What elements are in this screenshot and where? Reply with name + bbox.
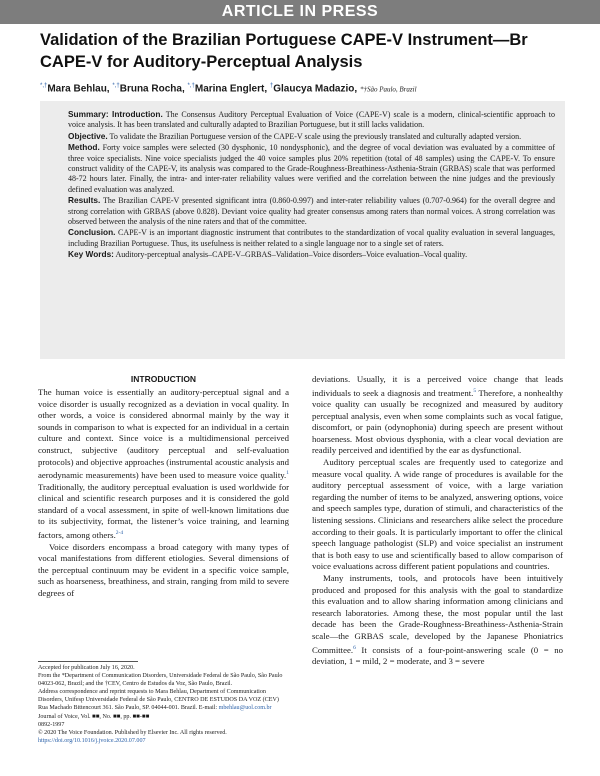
- abstract-text: CAPE-V is an important diagnostic instrument that contributes to the standardization of vocal quality evaluation in several languages, including Brazilian Portuguese. Thus, its usefulness is neither related to a single language nor to a single set of raters.: [68, 228, 555, 248]
- citation-link[interactable]: 1: [286, 470, 289, 477]
- abstract-label: Summary: Introduction.: [68, 109, 163, 119]
- title-line-2: CAPE-V for Auditory-Perceptual Analysis: [40, 53, 363, 71]
- footnote-accepted: Accepted for publication July 16, 2020.: [38, 665, 135, 671]
- footnote-issn: 0892-1997: [38, 721, 65, 728]
- author-marks[interactable]: *,†: [187, 83, 195, 89]
- abstract-results: [68, 195, 555, 227]
- abstract-text: The Consensus Auditory Perceptual Evaluation of Voice (CAPE-V) scale is a modern, clinical-scientific approach to voice analysis. It has been translated and culturally adapted to Brazilian Portuguese, but it still lacks validation.: [68, 110, 556, 130]
- footnotes: [38, 664, 289, 745]
- footnote-from: From the *Department of Communication Disorders, Universidade Federal de São Paulo, São Paulo 04023-062, Brazil; and the †CEV, Centro de Estudos da Voz, São Paulo, Brazil.: [38, 673, 283, 688]
- abstract-text: Auditory-perceptual analysis–CAPE-V–GRBAS–Validation–Voice disorders–Voice evaluation–Vocal quality.: [113, 250, 468, 260]
- author-marks[interactable]: *,†: [40, 83, 48, 89]
- footnote-rule: [38, 661, 138, 662]
- body-text: deviations. Usually, it is a perceived voice change that leads individuals to seek a diagnosis and treatment.: [312, 374, 563, 398]
- author-name: Bruna Rocha,: [119, 83, 185, 95]
- body-text: Traditionally, the auditory perceptual evaluation is used worldwide for clinical and scientific research purposes and it is considered the gold standard of a vocal assessment, in spite of well-known limitations due to its subjectivity, format, the listener’s voice training, and learning factors, among others.: [38, 481, 289, 540]
- author-list: [40, 83, 570, 94]
- author-marks[interactable]: †: [269, 83, 274, 89]
- author-name: Marina Englert,: [194, 83, 268, 95]
- abstract-conclusion: [68, 227, 555, 249]
- citation-link[interactable]: 2-4: [115, 530, 124, 537]
- abstract-text: Forty voice samples were selected (30 dysphonic, 10 nondysphonic), and the degree of vocal deviation was evaluated by a committee of three voice specialists. Nine voice specialists judged the 40 voice samples plus 20% repetition (total of 48 samples) using the CAPE-V. To ensure construct validity of the CAPE-V, its analysis was compared to the Grade-Roughness-Breathiness-Asthenia-Strain (GRBAS) scale that was performed 48-72 hours later. Finally, the intra- and inter-rater reliability values were verified and the correlation between the nine judges and the previously defined evaluation was analyzed.: [68, 143, 555, 194]
- body-paragraph: [312, 573, 563, 668]
- footnote-journal: Journal of Voice, Vol. ■■, No. ■■, pp. ■■-■■: [38, 713, 150, 720]
- citation-link[interactable]: 5: [473, 387, 477, 394]
- abstract-label: Conclusion.: [68, 227, 116, 238]
- body-text: It consists of a four-point-answering scale (0 = no deviation, 1 = mild, 2 = moderate, and 3 = severe: [312, 644, 563, 667]
- body-paragraph: Auditory perceptual scales are frequently used to categorize and measure vocal quality. A wide range of procedures is available for the auditory perceptual assessment of voice, with a large variation regarding the number of items to be analyzed, answering options, voice and speech samples type, duration of stimuli, and characteristics of the listening sessions. Clinicians and researchers alike select the procedure according to their goals. It is particularly important to offer the clinical speech language pathologist (SLP) and voice specialist an instrument that is both easy to use and scientifically based to allow comparison of voice evaluations across different patient populations and countries.: [312, 457, 563, 572]
- title-line-1: Validation of the Brazilian Portuguese CAPE-V Instrument—Br: [40, 31, 528, 49]
- citation-link[interactable]: 6: [353, 644, 356, 651]
- abstract-box: [40, 101, 565, 359]
- right-column: [312, 374, 563, 668]
- author-marks[interactable]: *,†: [112, 83, 120, 89]
- abstract-text: To validate the Brazilian Portuguese version of the CAPE-V scale using the previously translated and culturally adapted version.: [107, 131, 522, 141]
- body-paragraph: [312, 374, 563, 457]
- author-name: Mara Behlau,: [47, 83, 110, 95]
- article-title: [40, 29, 570, 73]
- banner-text: ARTICLE IN PRESS: [221, 3, 379, 20]
- left-column: [38, 374, 289, 600]
- affiliation: *†São Paulo, Brazil: [359, 85, 417, 94]
- abstract-label: Method.: [68, 142, 100, 153]
- email-link[interactable]: mbehlau@uol.com.br: [218, 705, 272, 712]
- abstract-keywords: [68, 249, 555, 260]
- footnote-copyright: © 2020 The Voice Foundation. Published by Elsevier Inc. All rights reserved.: [38, 729, 227, 736]
- abstract-label: Key Words:: [68, 249, 114, 260]
- abstract-summary: [68, 109, 555, 131]
- body-text: The human voice is essentially an auditory-perceptual signal and a voice disorder is usually recognized as a deviation in vocal quality. In other words, a voice is considered abnormal mainly by the way it sounds in comparison to what is expected for an individual in a certain culture and context. Since voice is a multidimensional perceived construct, subjective (auditory perceptual and self-evaluation protocols) and objective approaches (instrumental acoustic analysis and aerodynamic measurements) have been used to measure voice quality.: [38, 387, 289, 481]
- abstract-objective: [68, 131, 555, 142]
- body-paragraph: [38, 387, 289, 542]
- abstract-method: [68, 142, 555, 195]
- abstract-label: Objective.: [68, 130, 108, 141]
- footnote-address: [38, 688, 289, 712]
- doi-link[interactable]: https://doi.org/10.1016/j.jvoice.2020.07.007: [38, 737, 146, 744]
- author-name: Glaucya Madazio,: [273, 83, 358, 95]
- abstract-label: Results.: [68, 195, 101, 206]
- footnote-text: Address correspondence and reprint requests to Mara Behlau, Department of Communication Disorders, Unifesp Universidade Federal de São Paulo, CENTRO DE ESTUDOS DA VOZ (CEV) Rua Machado Bittencourt 361. São Paulo, SP. 04044-001. Brazil. E-mail:: [38, 689, 279, 712]
- abstract-text: The Brazilian CAPE-V presented significant intra (0.860-0.997) and inter-rater reliability values (0.707-0.964) for the overall degree and strong correlation with GRBAS (above 0.828). Deviant voice quality had greater consensus among raters than normal voices. A strong correlation was observed between the analysis of the nine raters and that of the committee.: [68, 196, 555, 227]
- body-text: Therefore, a nonhealthy voice quality can usually be recognized and measured by auditory perceptual analysis, even when some complaints such as vocal fatigue, discomfort, or pain (odynophonia) during speech are present without hoarseness. Most obvious dysphonia, with a clear vocal deviation are readily perceived and identified by the ear as dysfunctional.: [312, 387, 563, 456]
- body-text: Many instruments, tools, and protocols have been intuitively produced and proposed for this analysis with the goal to standardize this evaluation and to allow sharing information among clinicians and research laboratories. Among these, the most popular until the last decade has been the Grade-Roughness-Breathiness-Asthenia-Strain scale—the GRBAS scale, developed by the Japanese Phoniatrics Committee.: [312, 573, 563, 655]
- body-paragraph: Voice disorders encompass a broad category with many types of vocal manifestations from different etiologies. Several dimensions of the perceptual continuum may be evident in a specific voice sample, such as hoarseness, breathiness, and strain, ranging from mild to severe degrees of: [38, 541, 289, 598]
- article-in-press-banner: [0, 0, 600, 24]
- section-heading-introduction: INTRODUCTION: [130, 374, 197, 384]
